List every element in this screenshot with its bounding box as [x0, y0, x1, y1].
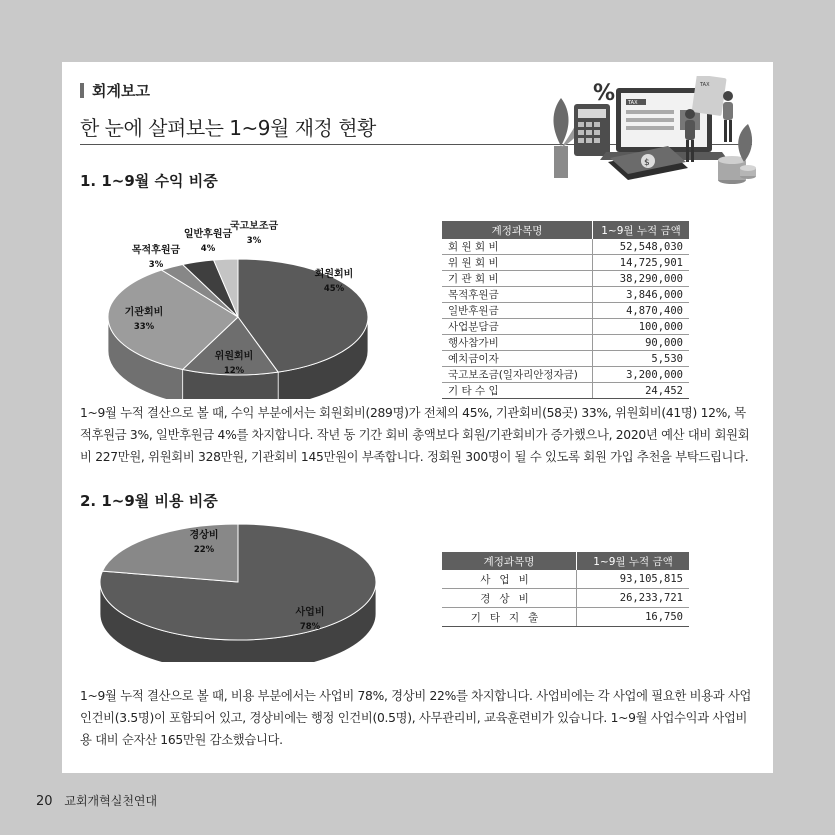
organization-name: 교회개혁실천연대 — [64, 794, 158, 808]
column-header-amount: 1~9월 누적 금액 — [577, 552, 690, 570]
account-name: 위 원 회 비 — [442, 255, 593, 271]
account-amount: 3,846,000 — [593, 287, 690, 303]
table-row — [442, 271, 689, 287]
income-table-header — [442, 221, 689, 239]
account-amount: 100,000 — [593, 319, 690, 335]
account-amount: 52,548,030 — [593, 239, 690, 255]
pie-label-percent: 3% — [148, 260, 164, 270]
expense-table-header — [442, 552, 689, 570]
pie-label-name: 경상비 — [189, 530, 219, 541]
table-row — [442, 351, 689, 367]
pie-label-name: 기관회비 — [124, 307, 164, 318]
account-name: 예치금이자 — [442, 351, 593, 367]
table-row — [442, 303, 689, 319]
expense-summary-paragraph: 1~9월 누적 결산으로 볼 때, 비용 부분에서는 사업비 78%, 경상비 22%를 차지합니다. 사업비에는 각 사업에 필요한 비용과 사업 인건비(3.5명)이 포함되어 있고, 경상비에는 행정 인건비(0.5명), 사무관리비, 교육훈련비가 있습니다. 1~9월 사업수익과 사업비용 대비 순자산 165만원 감소했습니다. — [80, 689, 752, 747]
pie-label-percent: 12% — [223, 366, 245, 376]
pie-label-percent: 22% — [193, 545, 215, 555]
column-header-account: 계정과목명 — [442, 552, 577, 570]
coin-stack-icon — [718, 156, 756, 184]
pie-label-name: 회원회비 — [314, 269, 354, 280]
pie-label-name: 일반후원금 — [183, 229, 233, 240]
table-row — [442, 287, 689, 303]
account-amount: 24,452 — [593, 383, 690, 399]
income-table — [442, 221, 689, 399]
expense-heading: 2. 1~9월 비용 비중 — [80, 492, 218, 510]
account-amount: 90,000 — [593, 335, 690, 351]
table-row — [442, 367, 689, 383]
column-header-account: 계정과목명 — [442, 221, 593, 239]
pie-label-name: 사업비 — [295, 607, 325, 618]
tax-label-2: TAX — [700, 82, 710, 88]
pie-label-name: 목적후원금 — [131, 245, 181, 256]
table-row — [442, 335, 689, 351]
pie-label-percent: 4% — [200, 244, 216, 254]
page-number: 20 — [36, 794, 53, 809]
account-amount: 26,233,721 — [577, 589, 690, 608]
tax-document-icon — [692, 76, 727, 116]
pie-label-percent: 45% — [323, 284, 345, 294]
account-name: 목적후원금 — [442, 287, 593, 303]
pie-label-percent: 78% — [299, 622, 321, 632]
account-name: 일반후원금 — [442, 303, 593, 319]
finance-illustration — [548, 76, 756, 188]
table-row — [442, 383, 689, 399]
account-name: 경상비 — [442, 589, 577, 608]
account-amount: 5,530 — [593, 351, 690, 367]
account-amount: 38,290,000 — [593, 271, 690, 287]
income-summary-paragraph: 1~9월 누적 결산으로 볼 때, 수익 부분에서는 회원회비(289명)가 전체의 45%, 기관회비(58곳) 33%, 위원회비(41명) 12%, 목적후원금 3%, 일반후원금 4%를 차지합니다. 작년 동 기간 회비 총액보다 회원/기관회비가 증가했으나, 2020년 예산 대비 회원회비 227만원, 위원회비 328만원, 기관회비 145만원이 부족합니다. 정회원 300명이 될 수 있도록 회원 가입 추천을 부탁드립니다. — [80, 406, 750, 464]
table-row — [442, 570, 689, 589]
column-header-amount: 1~9월 누적 금액 — [593, 221, 690, 239]
account-name: 기 타 수 입 — [442, 383, 593, 399]
dollar-sign: $ — [644, 158, 650, 168]
pie-label-name: 위원회비 — [214, 351, 254, 362]
account-amount: 14,725,901 — [593, 255, 690, 271]
account-name: 국고보조금(일자리안정자금) — [442, 367, 593, 383]
account-amount: 93,105,815 — [577, 570, 690, 589]
account-name: 기타지출 — [442, 608, 577, 627]
table-row — [442, 589, 689, 608]
table-row — [442, 255, 689, 271]
section-tag-label: 회계보고 — [92, 82, 150, 100]
tax-label: TAX — [628, 100, 638, 106]
pie-label-percent: 3% — [246, 236, 262, 246]
account-name: 기 관 회 비 — [442, 271, 593, 287]
table-row — [442, 239, 689, 255]
expense-pie-chart — [98, 512, 398, 662]
section-tag — [80, 80, 150, 101]
expense-table — [442, 552, 689, 627]
account-amount: 16,750 — [577, 608, 690, 627]
page-title: 한 눈에 살펴보는 1~9월 재정 현황 — [80, 116, 376, 140]
account-name: 사업비 — [442, 570, 577, 589]
leaf-plant-icon — [738, 124, 752, 162]
page-footer — [36, 792, 157, 809]
percent-sign: % — [593, 81, 616, 106]
account-name: 사업분담금 — [442, 319, 593, 335]
report-page — [62, 62, 773, 773]
table-row — [442, 608, 689, 627]
table-row — [442, 319, 689, 335]
section-tag-bar — [80, 83, 84, 98]
income-pie-chart — [98, 199, 398, 399]
account-name: 행사참가비 — [442, 335, 593, 351]
income-heading: 1. 1~9월 수익 비중 — [80, 172, 218, 190]
pie-label-name: 국고보조금 — [229, 221, 279, 232]
account-name: 회 원 회 비 — [442, 239, 593, 255]
account-amount: 4,870,400 — [593, 303, 690, 319]
calculator-icon — [574, 104, 610, 156]
account-amount: 3,200,000 — [593, 367, 690, 383]
pie-label-percent: 33% — [133, 322, 155, 332]
